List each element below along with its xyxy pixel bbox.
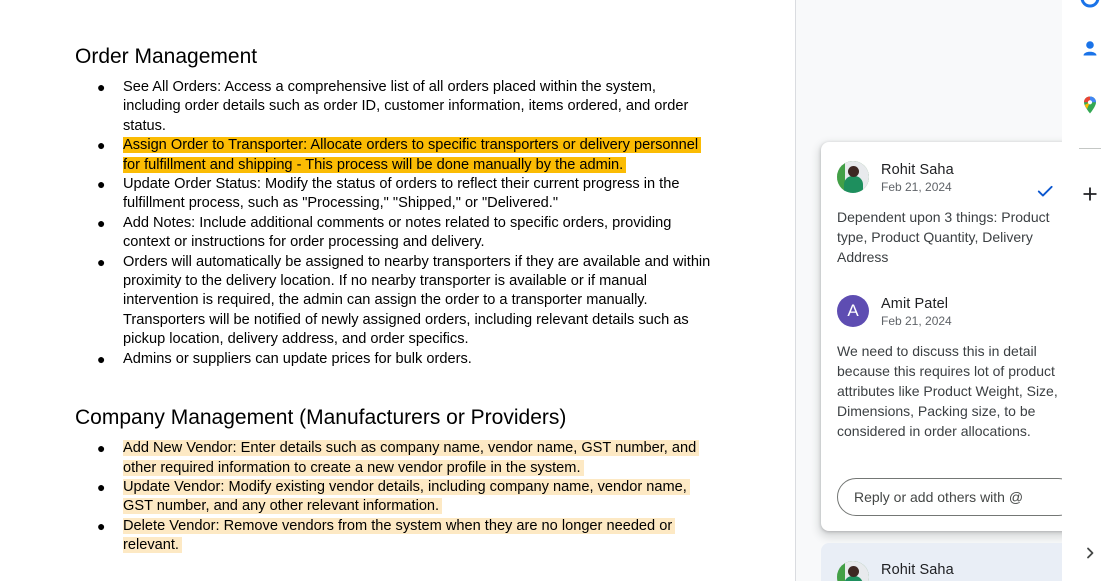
comment-body: Dependent upon 3 things: Product type, Product Quantity, Delivery Address <box>837 209 1050 265</box>
side-panel-rail <box>1062 0 1118 581</box>
bullet-icon: ● <box>97 440 106 457</box>
bullet-icon: ● <box>97 176 106 193</box>
list-item <box>75 253 715 350</box>
company-management-list <box>75 439 715 555</box>
calendar-icon[interactable] <box>1080 0 1100 8</box>
list-item-text: Orders will automatically be assigned to nearby transporters if they are available and within proximity to the delivery location. If no nearby transporter is available or if manual intervention is required, the admin can assign the order to a transporter manually. Transporters will be notified of newly assigned orders, including relevant details such as pickup location, delivery address, and order specifics. <box>123 253 711 348</box>
avatar <box>837 561 869 581</box>
comment-date: Feb 21, 2024 <box>881 314 952 328</box>
highlighted-commented-text[interactable]: Add New Vendor: Enter details such as company name, vendor name, GST number, and other required information to create a new vendor profile in the system. <box>123 440 699 475</box>
reply-input[interactable]: Reply or add others with @ <box>837 478 1062 516</box>
bullet-icon: ● <box>97 517 106 534</box>
bullet-icon: ● <box>97 214 106 231</box>
comment-date: Feb 21, 2024 <box>881 180 952 194</box>
comment-thread-card[interactable] <box>821 142 1062 531</box>
bullet-icon: ● <box>97 478 106 495</box>
order-management-list <box>75 78 715 369</box>
list-item-text: Update Order Status: Modify the status of orders to reflect their current progress in the fulfillment process, such as "Processing," "Shipped," or "Delivered." <box>123 176 680 212</box>
bullet-icon: ● <box>97 79 106 95</box>
comments-panel <box>796 0 1062 581</box>
bullet-icon: ● <box>97 137 106 154</box>
list-item <box>75 517 715 556</box>
highlighted-commented-text[interactable]: Update Vendor: Modify existing vendor details, including company name, vendor name, GST number, and any other relevant information. <box>123 479 690 514</box>
bullet-icon: ● <box>97 350 106 367</box>
add-icon[interactable] <box>1080 184 1100 204</box>
highlighted-commented-text[interactable]: Delete Vendor: Remove vendors from the system when they are no longer needed or relevant. <box>123 518 675 553</box>
document-content <box>75 44 715 556</box>
comment-author: Rohit Saha <box>881 562 954 578</box>
comment-body: We need to discuss this in detail because this requires lot of product attributes like Product Weight, Size, Dimensions, Packing size, to be considered in order allocations. <box>837 343 1058 439</box>
maps-icon[interactable] <box>1080 95 1100 115</box>
section-heading-order-management: Order Management <box>75 45 258 68</box>
list-item <box>75 78 715 136</box>
list-item <box>75 175 715 214</box>
highlighted-commented-text[interactable]: Assign Order to Transporter: Allocate orders to specific transporters or delivery personnel for fulfillment and shipping - This process will be done manually by the admin. <box>123 137 701 172</box>
list-item <box>75 478 715 517</box>
list-item-text: See All Orders: Access a comprehensive list of all orders placed within the system, including order details such as order ID, customer information, items ordered, and order status. <box>123 79 689 134</box>
list-item-text: Add Notes: Include additional comments or notes related to specific orders, providing context or instructions for order processing and delivery. <box>123 214 672 251</box>
resolve-check-icon[interactable] <box>1035 181 1055 201</box>
list-item <box>75 439 715 478</box>
comment-author: Amit Patel <box>881 296 949 312</box>
list-item <box>75 214 715 253</box>
bullet-icon: ● <box>97 253 106 270</box>
section-heading-company-management: Company Management (Manufacturers or Providers) <box>75 406 567 430</box>
comment-author: Rohit Saha <box>881 162 954 178</box>
expand-chevron-icon[interactable] <box>1080 543 1100 563</box>
avatar: A <box>837 295 869 327</box>
rail-divider <box>1079 148 1101 149</box>
list-item-text: Admins or suppliers can update prices for bulk orders. <box>123 350 472 367</box>
list-item <box>75 350 715 369</box>
comment-thread-card[interactable] <box>821 543 1062 581</box>
avatar <box>837 161 869 193</box>
list-item <box>75 136 715 175</box>
contacts-icon[interactable] <box>1080 38 1100 58</box>
